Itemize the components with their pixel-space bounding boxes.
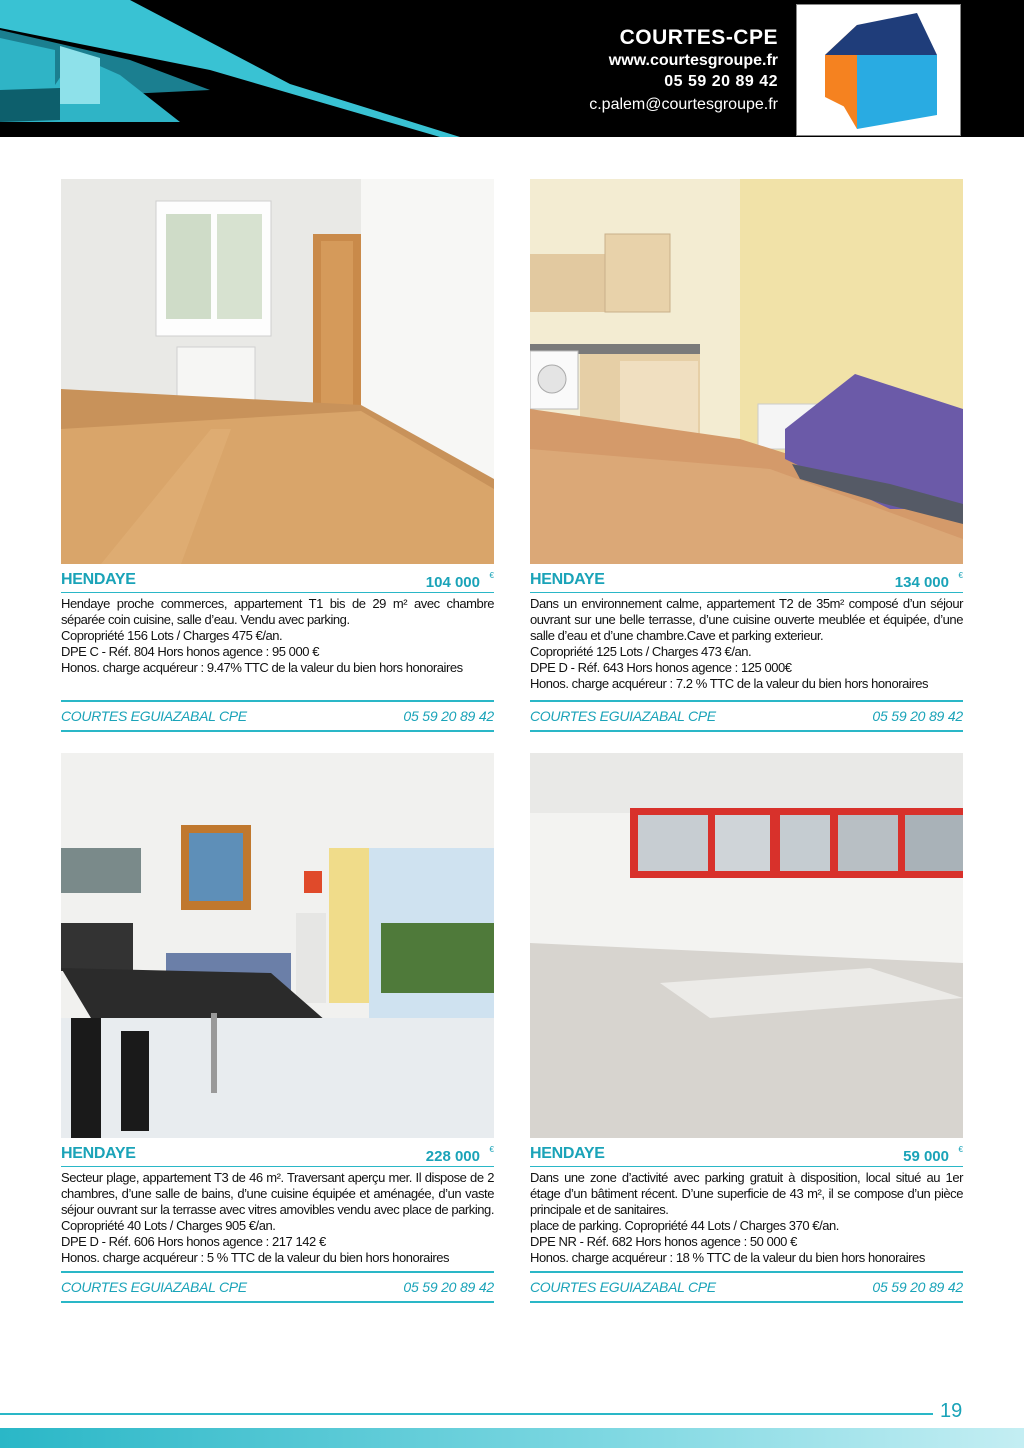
- agency-email[interactable]: c.palem@courtesgroupe.fr: [589, 96, 778, 113]
- listing-agency: COURTES EGUIAZABAL CPE: [530, 708, 716, 724]
- currency-symbol: €: [958, 1145, 963, 1154]
- description-line: Honos. charge acquéreur : 7.2 % TTC de la valeur du bien hors honoraires: [530, 676, 929, 691]
- listing-photo[interactable]: [530, 179, 963, 564]
- agency-website[interactable]: www.courtesgroupe.fr: [608, 52, 778, 69]
- agency-phone: 05 59 20 89 42: [664, 73, 778, 90]
- description-line: Secteur plage, appartement T3 de 46 m². Traversant aperçu mer. Il dispose de 2 chambres, d’une salle de bains, d’une cuisine équipée et aménagée, d’un vaste séjour ouvrant sur la terrasse avec vitres amovibles vendu avec place de parking. Copropriété 40 Lots / Charges 905 €/an.: [61, 1170, 494, 1233]
- listing-contact-row: [61, 700, 494, 732]
- description-line: DPE NR - Réf. 682 Hors honos agence : 50 000 €: [530, 1234, 797, 1249]
- description-line: Copropriété 156 Lots / Charges 475 €/an.: [61, 628, 283, 643]
- apartment-empty-room-photo: [61, 179, 494, 564]
- description-line: Honos. charge acquéreur : 18 % TTC de la valeur du bien hors honoraires: [530, 1250, 925, 1265]
- listing-phone[interactable]: 05 59 20 89 42: [403, 1279, 494, 1295]
- description-line: DPE C - Réf. 804 Hors honos agence : 95 000 €: [61, 644, 319, 659]
- listing-title-row: [61, 1145, 494, 1167]
- living-room-bar-photo: [61, 753, 494, 1138]
- currency-symbol: €: [489, 571, 494, 580]
- page-header: [0, 0, 1024, 137]
- listing-city: HENDAYE: [530, 1145, 605, 1162]
- listing-contact-row: [61, 1271, 494, 1303]
- listing-city: HENDAYE: [61, 1145, 136, 1162]
- listing-description: [530, 1170, 963, 1266]
- description-line: Dans un environnement calme, appartement T2 de 35m² composé d’un séjour ouvrant sur une belle terrasse, d’une cuisine ouverte meublée et équipée, d’une salle d’eau et d’une chambre.Cave et parking exterieur.: [530, 596, 963, 643]
- page-bottom-band: [0, 1428, 1024, 1448]
- description-line: Dans une zone d’activité avec parking gratuit à disposition, local situé au 1er étage d’un bâtiment récent. D’une superficie de 43 m², il se compose d’un pièce principale et de sanitaires.: [530, 1170, 963, 1217]
- listing-card[interactable]: [61, 753, 494, 1306]
- currency-symbol: €: [489, 1145, 494, 1154]
- listing-contact-row: [530, 700, 963, 732]
- description-line: DPE D - Réf. 643 Hors honos agence : 125 000€: [530, 660, 792, 675]
- listing-title-row: [530, 1145, 963, 1167]
- listing-price: 104 000: [425, 574, 480, 591]
- listing-price: 228 000: [425, 1148, 480, 1165]
- listing-description: [61, 596, 494, 676]
- description-line: place de parking. Copropriété 44 Lots / Charges 370 €/an.: [530, 1218, 839, 1233]
- listing-title-row: [61, 571, 494, 593]
- agency-contact: [589, 26, 778, 117]
- agency-logo: [796, 4, 961, 136]
- description-line: Honos. charge acquéreur : 5 % TTC de la valeur du bien hors honoraires: [61, 1250, 450, 1265]
- listing-contact-row: [530, 1271, 963, 1303]
- listing-phone[interactable]: 05 59 20 89 42: [872, 708, 963, 724]
- listing-description: [530, 596, 963, 692]
- listing-phone[interactable]: 05 59 20 89 42: [872, 1279, 963, 1295]
- house-logo-icon: [797, 5, 962, 137]
- listing-card[interactable]: [530, 753, 963, 1306]
- listing-agency: COURTES EGUIAZABAL CPE: [61, 708, 247, 724]
- agency-name: COURTES-CPE: [619, 26, 778, 49]
- listing-phone[interactable]: 05 59 20 89 42: [403, 708, 494, 724]
- studio-kitchen-sofa-photo: [530, 179, 963, 564]
- listing-price: 59 000: [903, 1148, 949, 1165]
- page-footer-rule: [0, 1413, 933, 1415]
- description-line: DPE D - Réf. 606 Hors honos agence : 217 142 €: [61, 1234, 326, 1249]
- listing-card[interactable]: [61, 179, 494, 732]
- description-line: Copropriété 125 Lots / Charges 473 €/an.: [530, 644, 752, 659]
- description-line: Honos. charge acquéreur : 9.47% TTC de la valeur du bien hors honoraires: [61, 660, 463, 675]
- page-number: 19: [940, 1400, 963, 1422]
- listing-city: HENDAYE: [530, 571, 605, 588]
- commercial-space-red-windows-photo: [530, 753, 963, 1138]
- listing-photo[interactable]: [61, 753, 494, 1138]
- listing-photo[interactable]: [61, 179, 494, 564]
- listing-photo[interactable]: [530, 753, 963, 1138]
- listing-agency: COURTES EGUIAZABAL CPE: [61, 1279, 247, 1295]
- currency-symbol: €: [958, 571, 963, 580]
- listing-city: HENDAYE: [61, 571, 136, 588]
- description-line: Hendaye proche commerces, appartement T1 bis de 29 m² avec chambre séparée coin cuisine, salle d’eau. Vendu avec parking.: [61, 596, 494, 627]
- listing-price: 134 000: [894, 574, 949, 591]
- listing-card[interactable]: [530, 179, 963, 732]
- listing-description: [61, 1170, 494, 1266]
- listing-title-row: [530, 571, 963, 593]
- header-decoration-icon: [0, 0, 460, 137]
- listing-agency: COURTES EGUIAZABAL CPE: [530, 1279, 716, 1295]
